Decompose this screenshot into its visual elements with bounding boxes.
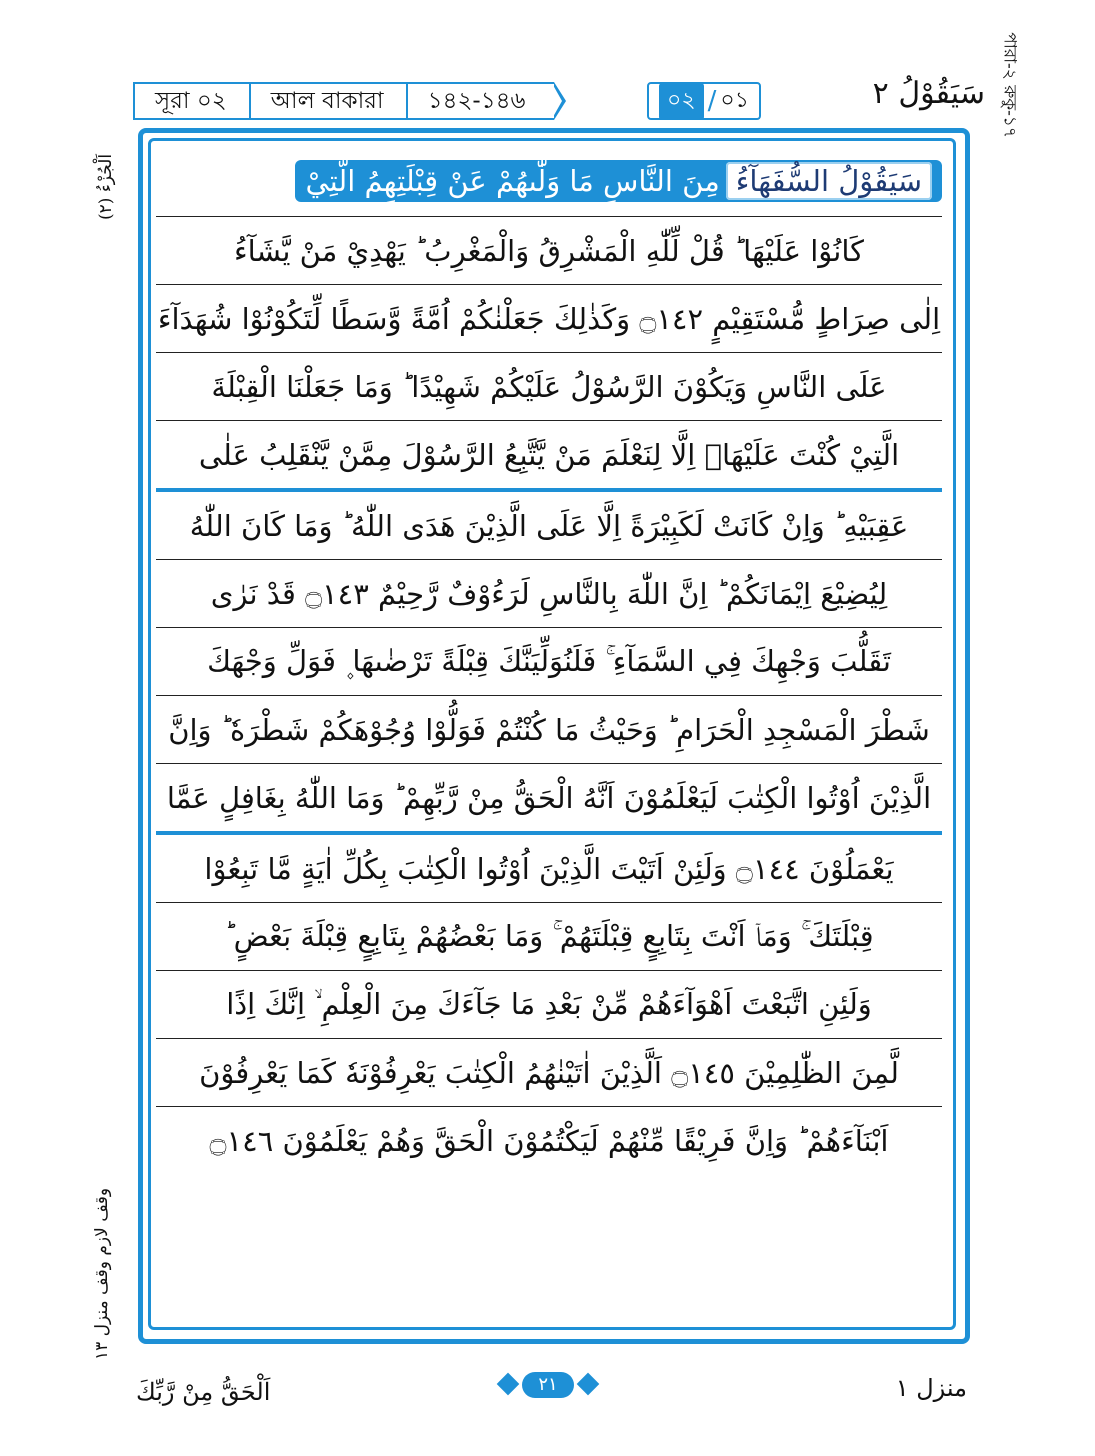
highlight-start-words: سَيَقُوْلُ السُّفَهَآءُ (726, 162, 932, 200)
text-line-6 (156, 492, 942, 560)
highlight-rest: مِنَ النَّاسِ مَا وَلّٰىهُمْ عَنْ قِبْلَتِهِمُ الَّتِيْ (305, 164, 720, 198)
line-text: لَّمِنَ الظّٰلِمِيْنَ ۝١٤٥ اَلَّذِيْنَ اٰتَيْنٰهُمُ الْكِتٰبَ يَعْرِفُوْنَهٗ كَمَا يَعْرِفُوْنَ (199, 1055, 899, 1090)
text-line-9 (156, 696, 942, 764)
text-line-5 (156, 421, 942, 492)
header-breadcrumb (133, 82, 548, 122)
text-line-12 (156, 903, 942, 971)
line-text: اِلٰى صِرَاطٍ مُّسْتَقِيْمٍ ۝١٤٢ وَكَذٰلِكَ جَعَلْنٰكُمْ اُمَّةً وَّسَطًا لِّتَكُوْنُوْا شُهَدَآءَ (157, 301, 941, 336)
diamond-right-icon (577, 1373, 600, 1396)
catchword: اَلْحَقُّ مِنْ رَّبِّكَ (136, 1378, 271, 1406)
line-text: الَّذِيْنَ اُوْتُوا الْكِتٰبَ لَيَعْلَمُوْنَ اَنَّهُ الْحَقُّ مِنْ رَّبِّهِمْ ؕ وَمَا اللّٰهُ بِغَافِلٍ عَمَّا (166, 780, 932, 815)
page-indicator (647, 82, 761, 120)
juz-title: سَيَقُوْلُ ٢ (872, 76, 985, 111)
text-line-1 (156, 146, 942, 217)
line-text: وَلَئِنِ اتَّبَعْتَ اَهْوَآءَهُمْ مِّنْ بَعْدِ مَا جَآءَكَ مِنَ الْعِلْمِ ۙ اِنَّكَ اِذًا (226, 987, 872, 1021)
page-number: ٢١ (522, 1372, 574, 1398)
text-line-4 (156, 353, 942, 421)
page-number-badge (498, 1370, 598, 1400)
page-indicator-left: ০২ (659, 83, 704, 120)
text-line-11 (156, 835, 942, 903)
text-line-8 (156, 628, 942, 696)
page-indicator-separator: / (707, 86, 717, 116)
line-text: تَقَلُّبَ وَجْهِكَ فِي السَّمَآءِ ۚ فَلَنُوَلِّيَنَّكَ قِبْلَةً تَرْضٰىهَا ۪ فَوَلِّ وَجْهَكَ (207, 644, 891, 678)
text-line-10 (156, 764, 942, 835)
line-text: عَلَى النَّاسِ وَيَكُوْنَ الرَّسُوْلُ عَلَيْكُمْ شَهِيْدًا ؕ وَمَا جَعَلْنَا الْقِبْلَةَ (211, 369, 887, 404)
line-text: الَّتِيْ كُنْتَ عَلَيْهَاۤ اِلَّا لِنَعْلَمَ مَنْ يَّتَّبِعُ الرَّسُوْلَ مِمَّنْ يَّنْقَلِبُ عَلٰى (198, 437, 900, 472)
text-line-15 (156, 1107, 942, 1174)
para-ruku-side-label: পারা-২ রুকু-১৭ (1000, 32, 1020, 138)
ayah-range-label: ১৪২-১৪৬ (427, 87, 526, 114)
line-text: كَانُوْا عَلَيْهَا ؕ قُلْ لِّلّٰهِ الْمَشْرِقُ وَالْمَغْرِبُ ؕ يَهْدِيْ مَنْ يَّشَآءُ (234, 233, 864, 268)
line-text: اَبْنَآءَهُمْ ؕ وَاِنَّ فَرِيْقًا مِّنْهُمْ لَيَكْتُمُوْنَ الْحَقَّ وَهُمْ يَعْلَمُوْنَ ۝١٤٦ (209, 1123, 889, 1158)
surah-name-label: আল বাকারা (270, 87, 384, 114)
text-line-13 (156, 971, 942, 1039)
surah-number-tab[interactable] (133, 82, 255, 120)
diamond-left-icon (497, 1373, 520, 1396)
surah-name-tab[interactable] (249, 82, 412, 120)
ayah-range-tab[interactable] (406, 82, 554, 120)
surah-start-highlight (295, 160, 942, 202)
text-line-2 (156, 217, 942, 285)
text-line-14 (156, 1039, 942, 1107)
line-text: عَقِبَيْهِ ؕ وَاِنْ كَانَتْ لَكَبِيْرَةً اِلَّا عَلَى الَّذِيْنَ هَدَى اللّٰهُ ؕ وَمَا كَانَ اللّٰهُ (189, 508, 909, 543)
text-line-7 (156, 560, 942, 628)
line-text: لِيُضِيْعَ اِيْمَانَكُمْ ؕ اِنَّ اللّٰهَ بِالنَّاسِ لَرَءُوْفٌ رَّحِيْمٌ ۝١٤٣ قَدْ نَرٰى (210, 576, 888, 611)
waqf-side-label: وقف لازم وقف منزل ١٣ (92, 1187, 112, 1360)
manzil-label: منزل ١ (895, 1374, 967, 1402)
juz-side-label: اَلْجُزْءُ (٢) (96, 153, 116, 220)
line-text: قِبْلَتَكَ ۚ وَمَاۤ اَنْتَ بِتَابِعٍ قِبْلَتَهُمْ ۚ وَمَا بَعْضُهُمْ بِتَابِعٍ قِبْلَةَ بَعْضٍ ؕ (224, 919, 874, 953)
surah-number-label: সূরা ০২ (155, 87, 227, 114)
line-text: شَطْرَ الْمَسْجِدِ الْحَرَامِ ؕ وَحَيْثُ مَا كُنْتُمْ فَوَلُّوْا وُجُوْهَكُمْ شَطْرَهٗ ؕ وَاِنَّ (168, 712, 930, 747)
page-indicator-right: ০১ (720, 87, 749, 113)
text-line-3 (156, 285, 942, 353)
quran-text-block (156, 146, 942, 1174)
line-text: يَعْمَلُوْنَ ۝١٤٤ وَلَئِنْ اَتَيْتَ الَّذِيْنَ اُوْتُوا الْكِتٰبَ بِكُلِّ اٰيَةٍ مَّا تَبِعُوْا (204, 851, 894, 886)
